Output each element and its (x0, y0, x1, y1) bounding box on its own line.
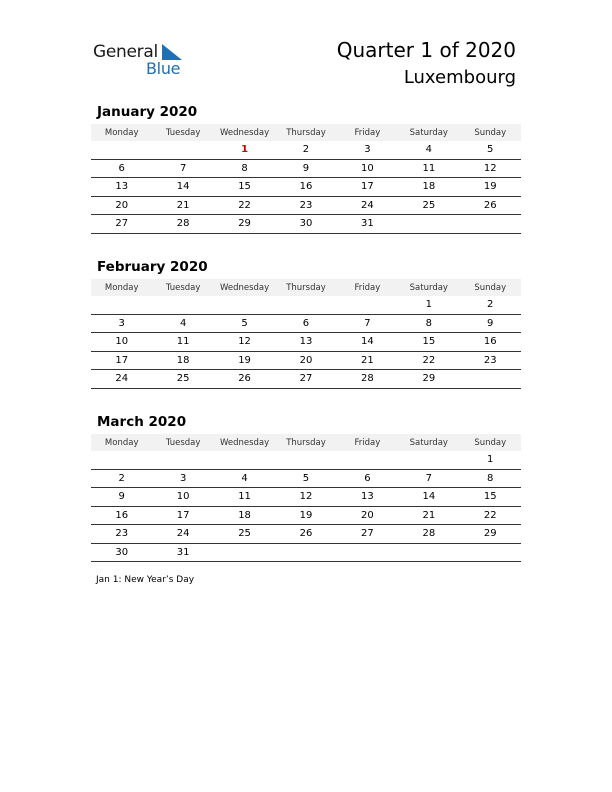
day-cell: 26 (483, 199, 497, 211)
day-cell: 6 (364, 472, 371, 484)
day-cell: 25 (422, 199, 436, 211)
day-cell: 13 (115, 181, 129, 193)
day-cell: 11 (422, 162, 436, 174)
day-cell: 5 (487, 144, 494, 156)
logo (93, 40, 203, 80)
day-cell: 9 (487, 317, 494, 329)
weekday-label: Monday (104, 282, 139, 293)
day-cell: 5 (241, 317, 248, 329)
weekday-label: Sunday (474, 437, 507, 448)
day-cell: 23 (299, 199, 313, 211)
country-name: Luxembourg (403, 67, 516, 88)
day-cell: 22 (483, 509, 497, 521)
day-cell: 22 (422, 354, 436, 366)
week-row (91, 296, 521, 315)
day-cell: 16 (115, 509, 129, 521)
day-cell: 14 (176, 181, 190, 193)
day-cell: 20 (115, 199, 129, 211)
day-cell: 31 (176, 546, 190, 558)
day-cell: 10 (176, 491, 190, 503)
weekday-label: Sunday (474, 282, 507, 293)
day-cell: 1 (241, 144, 249, 156)
day-cell: 13 (361, 491, 374, 503)
weekday-label: Monday (104, 437, 139, 448)
day-cell: 28 (176, 218, 190, 230)
weekday-label: Friday (354, 127, 381, 138)
day-cell: 11 (176, 336, 190, 348)
day-cell: 4 (241, 472, 248, 484)
day-cell: 14 (361, 336, 374, 348)
day-cell: 15 (238, 181, 251, 193)
day-cell: 2 (302, 144, 310, 156)
week-row (91, 470, 521, 489)
week-row (91, 333, 521, 352)
day-cell: 26 (299, 528, 313, 540)
weekday-label: Wednesday (219, 127, 270, 138)
day-cell: 7 (179, 162, 187, 174)
day-cell: 9 (302, 162, 310, 174)
day-cell: 16 (299, 181, 313, 193)
day-cell: 22 (238, 199, 251, 211)
week-row (91, 370, 521, 389)
day-cell: 12 (238, 336, 251, 348)
day-cell: 10 (115, 336, 129, 348)
month-february (91, 259, 521, 389)
day-cell: 2 (487, 299, 494, 311)
day-cell: 29 (483, 528, 497, 540)
week-row (91, 451, 521, 470)
day-cell: 7 (364, 317, 371, 329)
day-cell: 12 (299, 491, 313, 503)
month-grid (91, 296, 521, 389)
day-cell: 24 (176, 528, 190, 540)
week-row (91, 160, 521, 179)
logo-text-blue: Blue (146, 59, 181, 78)
weekday-label: Saturday (409, 437, 448, 448)
day-cell: 19 (238, 354, 251, 366)
weekday-header (91, 124, 521, 141)
day-cell: 30 (299, 218, 313, 230)
day-cell: 17 (115, 354, 129, 366)
month-march (91, 414, 521, 562)
weekday-label: Wednesday (219, 437, 270, 448)
week-row (91, 352, 521, 371)
weekday-label: Friday (354, 282, 381, 293)
day-cell: 24 (115, 373, 129, 385)
month-grid (91, 141, 521, 234)
weekday-label: Tuesday (165, 437, 201, 448)
week-row (91, 141, 521, 160)
day-cell: 4 (425, 144, 432, 156)
day-cell: 8 (241, 162, 248, 174)
day-cell: 19 (483, 181, 497, 193)
day-cell: 30 (115, 546, 129, 558)
weekday-label: Saturday (409, 127, 448, 138)
day-cell: 28 (361, 373, 374, 385)
day-cell: 18 (238, 509, 251, 521)
month-january (91, 104, 521, 234)
day-cell: 23 (115, 528, 129, 540)
month-grid (91, 451, 521, 562)
day-cell: 25 (238, 528, 251, 540)
weekday-label: Saturday (409, 282, 448, 293)
day-cell: 18 (422, 181, 436, 193)
day-cell: 19 (299, 509, 313, 521)
month-title: January 2020 (97, 104, 198, 120)
day-cell: 29 (422, 373, 436, 385)
day-cell: 3 (364, 144, 371, 156)
weekday-label: Tuesday (165, 282, 201, 293)
week-row (91, 197, 521, 216)
weekday-label: Friday (354, 437, 381, 448)
day-cell: 20 (361, 509, 374, 521)
day-cell: 17 (176, 509, 190, 521)
day-cell: 8 (487, 472, 494, 484)
day-cell: 20 (299, 354, 313, 366)
day-cell: 1 (487, 454, 494, 466)
week-row (91, 525, 521, 544)
day-cell: 27 (299, 373, 313, 385)
page-title: Quarter 1 of 2020 (336, 38, 516, 62)
month-title: February 2020 (97, 259, 208, 275)
day-cell: 5 (302, 472, 310, 484)
day-cell: 28 (422, 528, 436, 540)
day-cell: 27 (361, 528, 374, 540)
weekday-label: Monday (104, 127, 139, 138)
day-cell: 12 (483, 162, 497, 174)
day-cell: 3 (179, 472, 187, 484)
day-cell: 29 (238, 218, 251, 230)
weekday-label: Thursday (286, 437, 326, 448)
weekday-label: Sunday (474, 127, 507, 138)
weekday-label: Thursday (286, 127, 326, 138)
day-cell: 24 (361, 199, 374, 211)
day-cell: 8 (425, 317, 432, 329)
day-cell: 17 (361, 181, 374, 193)
day-cell: 1 (425, 299, 432, 311)
day-cell: 16 (483, 336, 497, 348)
weekday-label: Wednesday (219, 282, 270, 293)
week-row (91, 544, 521, 563)
day-cell: 27 (115, 218, 129, 230)
day-cell: 11 (238, 491, 251, 503)
day-cell: 13 (299, 336, 313, 348)
week-row (91, 215, 521, 234)
weekday-label: Tuesday (165, 127, 201, 138)
holiday-note: Jan 1: New Year’s Day (96, 575, 195, 585)
week-row (91, 178, 521, 197)
day-cell: 21 (361, 354, 374, 366)
week-row (91, 507, 521, 526)
weekday-header (91, 279, 521, 296)
day-cell: 25 (176, 373, 190, 385)
day-cell: 15 (483, 491, 497, 503)
week-row (91, 315, 521, 334)
day-cell: 6 (118, 162, 125, 174)
logo-text-general: General (93, 42, 158, 62)
weekday-label: Thursday (286, 282, 326, 293)
day-cell: 26 (238, 373, 251, 385)
day-cell: 21 (422, 509, 436, 521)
week-row (91, 488, 521, 507)
day-cell: 3 (118, 317, 125, 329)
day-cell: 15 (422, 336, 436, 348)
day-cell: 4 (179, 317, 187, 329)
day-cell: 9 (118, 491, 125, 503)
day-cell: 31 (361, 218, 374, 230)
day-cell: 2 (118, 472, 125, 484)
day-cell: 7 (425, 472, 432, 484)
day-cell: 10 (361, 162, 374, 174)
month-title: March 2020 (97, 414, 187, 430)
day-cell: 23 (483, 354, 497, 366)
day-cell: 6 (302, 317, 310, 329)
day-cell: 21 (176, 199, 190, 211)
weekday-header (91, 434, 521, 451)
day-cell: 14 (422, 491, 436, 503)
day-cell: 18 (176, 354, 190, 366)
